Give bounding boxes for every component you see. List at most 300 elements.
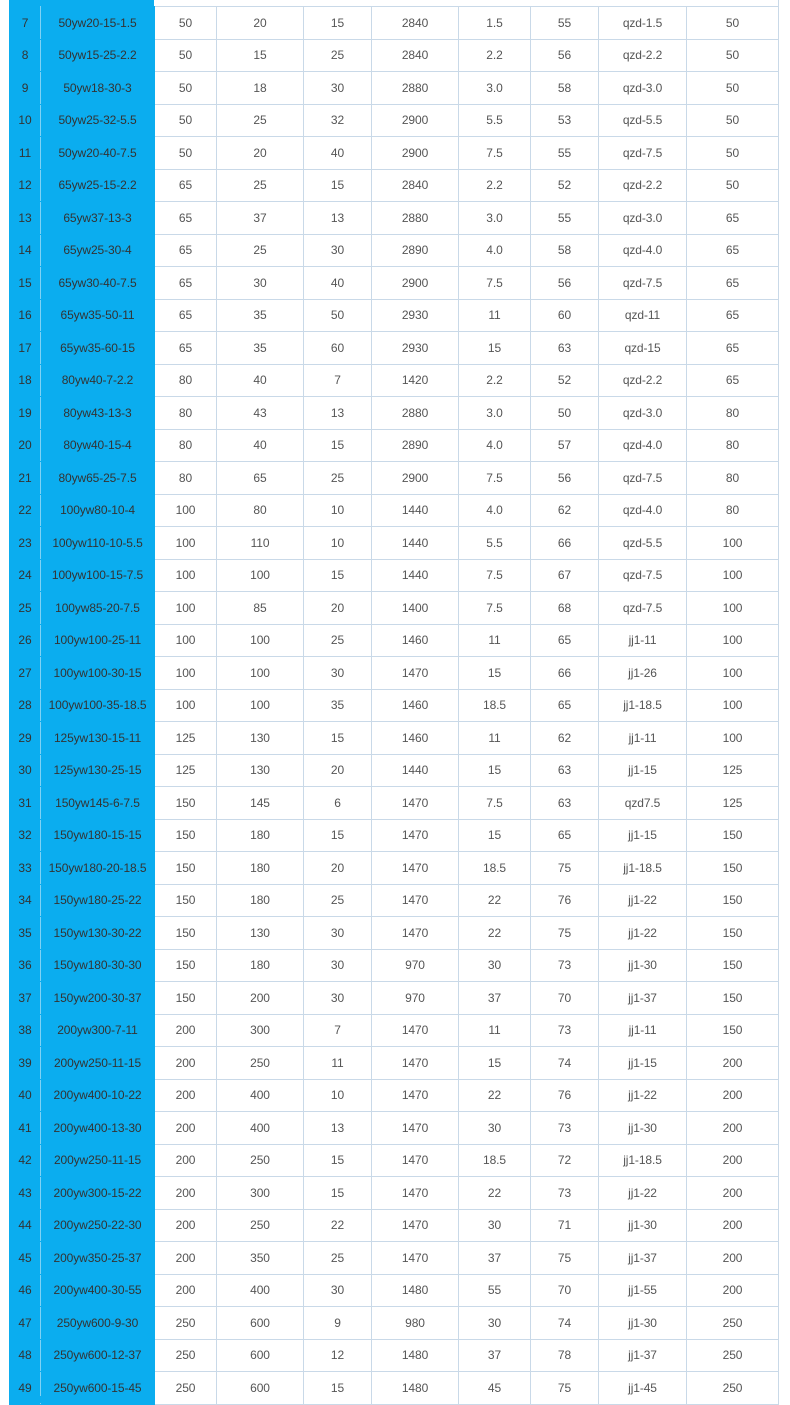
cell-head: 25 — [304, 1242, 372, 1275]
cell-index: 23 — [10, 527, 41, 560]
cell-power: 2.2 — [459, 169, 531, 202]
cell-model: 50yw25-32-5.5 — [41, 104, 155, 137]
cell-head: 13 — [304, 397, 372, 430]
cell-index: 32 — [10, 819, 41, 852]
cell-model: 250yw600-15-45 — [41, 1372, 155, 1405]
cell-head: 22 — [304, 1209, 372, 1242]
cell-power: 11 — [459, 1014, 531, 1047]
cell-flow: 65 — [217, 462, 304, 495]
cell-model: 65yw35-50-11 — [41, 299, 155, 332]
cell-starter: qzd-7.5 — [599, 267, 687, 300]
cell-outlet: 50 — [687, 137, 779, 170]
cell-speed: 2900 — [372, 462, 459, 495]
cell-power: 2.2 — [459, 39, 531, 72]
cell-efficiency: 65 — [531, 689, 599, 722]
cell-power: 3.0 — [459, 72, 531, 105]
cell-index: 38 — [10, 1014, 41, 1047]
cell-speed: 1470 — [372, 1112, 459, 1145]
cell-index: 36 — [10, 949, 41, 982]
cell-starter: qzd-3.0 — [599, 72, 687, 105]
cell-starter: qzd-2.2 — [599, 169, 687, 202]
cell-diameter: 200 — [155, 1177, 217, 1210]
cell-power: 30 — [459, 1112, 531, 1145]
cell-outlet: 250 — [687, 1339, 779, 1372]
cell-outlet: 65 — [687, 332, 779, 365]
cell-speed: 1480 — [372, 1274, 459, 1307]
cell-efficiency: 56 — [531, 39, 599, 72]
cell-model: 100yw100-35-18.5 — [41, 689, 155, 722]
cell-head: 15 — [304, 429, 372, 462]
cell-power: 4.0 — [459, 494, 531, 527]
cell-flow: 145 — [217, 787, 304, 820]
cell-index: 42 — [10, 1144, 41, 1177]
cell-efficiency: 56 — [531, 267, 599, 300]
cell-head: 20 — [304, 592, 372, 625]
cell-efficiency: 70 — [531, 1274, 599, 1307]
table-row — [10, 689, 779, 722]
cell-diameter: 150 — [155, 917, 217, 950]
cell-diameter: 100 — [155, 657, 217, 690]
cell-starter: qzd-3.0 — [599, 202, 687, 235]
cell-speed: 980 — [372, 1307, 459, 1340]
table-row — [10, 234, 779, 267]
cell-flow: 18 — [217, 72, 304, 105]
cell-starter: qzd-4.0 — [599, 494, 687, 527]
cell-starter: jj1-15 — [599, 754, 687, 787]
cell-starter: jj1-11 — [599, 624, 687, 657]
table-row — [10, 202, 779, 235]
cell-head: 9 — [304, 1307, 372, 1340]
table-row — [10, 884, 779, 917]
cell-flow: 400 — [217, 1079, 304, 1112]
cell-diameter: 250 — [155, 1307, 217, 1340]
cell-model: 200yw350-25-37 — [41, 1242, 155, 1275]
cell-outlet: 80 — [687, 397, 779, 430]
cell-efficiency: 60 — [531, 299, 599, 332]
cell-speed: 1480 — [372, 1372, 459, 1405]
cell-flow: 43 — [217, 397, 304, 430]
cell-flow: 350 — [217, 1242, 304, 1275]
cell-index: 35 — [10, 917, 41, 950]
cell-starter: qzd-15 — [599, 332, 687, 365]
cell-index: 13 — [10, 202, 41, 235]
cell-head: 6 — [304, 787, 372, 820]
cell-model: 50yw15-25-2.2 — [41, 39, 155, 72]
cell-power: 5.5 — [459, 104, 531, 137]
cell-power: 45 — [459, 1372, 531, 1405]
cell-starter: jj1-15 — [599, 1047, 687, 1080]
cell-speed: 1400 — [372, 592, 459, 625]
cell-index: 48 — [10, 1339, 41, 1372]
cell-outlet: 250 — [687, 1307, 779, 1340]
cell-power: 15 — [459, 819, 531, 852]
cell-index: 19 — [10, 397, 41, 430]
cell-outlet: 100 — [687, 559, 779, 592]
cell-index: 40 — [10, 1079, 41, 1112]
cell-model: 80yw40-7-2.2 — [41, 364, 155, 397]
cell-diameter: 250 — [155, 1372, 217, 1405]
cell-diameter: 200 — [155, 1079, 217, 1112]
cell-speed: 1440 — [372, 754, 459, 787]
cell-efficiency: 53 — [531, 104, 599, 137]
cell-starter: jj1-11 — [599, 722, 687, 755]
cell-diameter: 100 — [155, 689, 217, 722]
table-row — [10, 104, 779, 137]
cell-flow: 180 — [217, 819, 304, 852]
cell-efficiency: 75 — [531, 1372, 599, 1405]
cell-outlet: 200 — [687, 1079, 779, 1112]
cell-flow: 300 — [217, 1177, 304, 1210]
cell-diameter: 200 — [155, 1112, 217, 1145]
cell-flow: 250 — [217, 1047, 304, 1080]
cell-index: 11 — [10, 137, 41, 170]
cell-speed: 2900 — [372, 267, 459, 300]
cell-starter: jj1-37 — [599, 1339, 687, 1372]
cell-flow: 100 — [217, 624, 304, 657]
cell-model: 65yw25-15-2.2 — [41, 169, 155, 202]
cell-speed: 1480 — [372, 1339, 459, 1372]
cell-power: 15 — [459, 332, 531, 365]
cell-head: 25 — [304, 624, 372, 657]
table-row — [10, 754, 779, 787]
cell-outlet: 65 — [687, 364, 779, 397]
cell-speed: 1470 — [372, 819, 459, 852]
cell-head: 30 — [304, 917, 372, 950]
cell-model: 100yw100-25-11 — [41, 624, 155, 657]
cell-starter: jj1-11 — [599, 1014, 687, 1047]
cell-power: 18.5 — [459, 852, 531, 885]
cell-efficiency: 71 — [531, 1209, 599, 1242]
cell-starter: jj1-30 — [599, 1307, 687, 1340]
cell-power: 3.0 — [459, 397, 531, 430]
cell-speed: 1420 — [372, 364, 459, 397]
cell-outlet: 125 — [687, 787, 779, 820]
cell-speed: 1470 — [372, 917, 459, 950]
cell-starter: qzd-4.0 — [599, 234, 687, 267]
cell-starter: jj1-18.5 — [599, 852, 687, 885]
cell-head: 25 — [304, 39, 372, 72]
cell-diameter: 80 — [155, 462, 217, 495]
cell-outlet: 150 — [687, 852, 779, 885]
cell-head: 35 — [304, 689, 372, 722]
table-row — [10, 1079, 779, 1112]
cell-power: 7.5 — [459, 267, 531, 300]
cell-speed: 2880 — [372, 202, 459, 235]
cell-index: 9 — [10, 72, 41, 105]
cell-efficiency: 73 — [531, 1112, 599, 1145]
cell-diameter: 150 — [155, 982, 217, 1015]
cell-starter: jj1-15 — [599, 819, 687, 852]
cell-starter: jj1-37 — [599, 1242, 687, 1275]
cell-diameter: 65 — [155, 169, 217, 202]
cell-power: 4.0 — [459, 234, 531, 267]
cell-flow: 40 — [217, 429, 304, 462]
cell-starter: qzd-7.5 — [599, 137, 687, 170]
cell-index: 21 — [10, 462, 41, 495]
cell-model: 200yw300-15-22 — [41, 1177, 155, 1210]
table-row — [10, 72, 779, 105]
cell-head: 12 — [304, 1339, 372, 1372]
cell-flow: 100 — [217, 657, 304, 690]
cell-outlet: 250 — [687, 1372, 779, 1405]
cell-power: 7.5 — [459, 592, 531, 625]
cell-starter: qzd-1.5 — [599, 7, 687, 40]
cell-power: 30 — [459, 1209, 531, 1242]
cell-flow: 100 — [217, 689, 304, 722]
cell-outlet: 65 — [687, 202, 779, 235]
cell-index: 20 — [10, 429, 41, 462]
table-row — [10, 657, 779, 690]
cell-flow: 25 — [217, 104, 304, 137]
cell-power: 5.5 — [459, 527, 531, 560]
cell-efficiency: 50 — [531, 397, 599, 430]
cell-model: 200yw250-22-30 — [41, 1209, 155, 1242]
cell-efficiency: 58 — [531, 234, 599, 267]
cell-model: 100yw100-30-15 — [41, 657, 155, 690]
cell-diameter: 50 — [155, 104, 217, 137]
cell-model: 100yw85-20-7.5 — [41, 592, 155, 625]
table-row — [10, 169, 779, 202]
cell-flow: 20 — [217, 137, 304, 170]
cell-diameter: 50 — [155, 72, 217, 105]
cell-efficiency: 67 — [531, 559, 599, 592]
cell-power: 22 — [459, 1177, 531, 1210]
table-row — [10, 559, 779, 592]
cell-flow: 250 — [217, 1144, 304, 1177]
cell-outlet: 150 — [687, 949, 779, 982]
cell-power: 30 — [459, 949, 531, 982]
cell-outlet: 80 — [687, 462, 779, 495]
table-row — [10, 1014, 779, 1047]
cell-speed: 970 — [372, 982, 459, 1015]
cell-efficiency: 76 — [531, 884, 599, 917]
cell-outlet: 200 — [687, 1112, 779, 1145]
cell-flow: 85 — [217, 592, 304, 625]
cell-outlet: 100 — [687, 527, 779, 560]
cell-outlet: 150 — [687, 982, 779, 1015]
cell-efficiency: 62 — [531, 494, 599, 527]
table-row — [10, 917, 779, 950]
cell-power: 37 — [459, 1339, 531, 1372]
cell-speed: 2880 — [372, 397, 459, 430]
cell-diameter: 50 — [155, 7, 217, 40]
cell-model: 150yw180-30-30 — [41, 949, 155, 982]
cell-speed: 1470 — [372, 657, 459, 690]
cell-outlet: 125 — [687, 754, 779, 787]
cell-flow: 400 — [217, 1112, 304, 1145]
cell-index: 12 — [10, 169, 41, 202]
cell-head: 11 — [304, 1047, 372, 1080]
cell-model: 150yw145-6-7.5 — [41, 787, 155, 820]
cell-head: 50 — [304, 299, 372, 332]
cell-outlet: 65 — [687, 234, 779, 267]
cell-model: 125yw130-15-11 — [41, 722, 155, 755]
cell-speed: 2840 — [372, 39, 459, 72]
cell-head: 15 — [304, 1177, 372, 1210]
cell-power: 37 — [459, 982, 531, 1015]
cell-speed: 2890 — [372, 234, 459, 267]
cell-starter: qzd-7.5 — [599, 559, 687, 592]
cell-efficiency: 63 — [531, 787, 599, 820]
cell-head: 15 — [304, 559, 372, 592]
cell-flow: 100 — [217, 559, 304, 592]
cell-index: 39 — [10, 1047, 41, 1080]
cell-diameter: 100 — [155, 494, 217, 527]
cell-model: 200yw300-7-11 — [41, 1014, 155, 1047]
cell-head: 25 — [304, 884, 372, 917]
cell-outlet: 100 — [687, 657, 779, 690]
cell-flow: 600 — [217, 1307, 304, 1340]
cell-flow: 180 — [217, 884, 304, 917]
cell-head: 60 — [304, 332, 372, 365]
cell-efficiency: 76 — [531, 1079, 599, 1112]
cell-starter: jj1-55 — [599, 1274, 687, 1307]
cell-flow: 130 — [217, 722, 304, 755]
cell-outlet: 80 — [687, 494, 779, 527]
cell-diameter: 200 — [155, 1242, 217, 1275]
cell-efficiency: 73 — [531, 1014, 599, 1047]
cell-flow: 180 — [217, 949, 304, 982]
cell-diameter: 65 — [155, 234, 217, 267]
cell-head: 15 — [304, 169, 372, 202]
cell-power: 15 — [459, 1047, 531, 1080]
cell-power: 22 — [459, 917, 531, 950]
table-row — [10, 982, 779, 1015]
cell-speed: 1470 — [372, 1177, 459, 1210]
cell-model: 100yw110-10-5.5 — [41, 527, 155, 560]
cell-power: 15 — [459, 754, 531, 787]
cell-power: 22 — [459, 884, 531, 917]
cell-efficiency: 52 — [531, 364, 599, 397]
cell-starter: qzd-4.0 — [599, 429, 687, 462]
cell-model: 80yw43-13-3 — [41, 397, 155, 430]
cell-model: 65yw35-60-15 — [41, 332, 155, 365]
cell-flow: 40 — [217, 364, 304, 397]
cell-flow: 80 — [217, 494, 304, 527]
cell-speed: 1440 — [372, 559, 459, 592]
cell-power: 30 — [459, 1307, 531, 1340]
highlight-column-edge-bottom — [9, 1396, 154, 1403]
cell-speed: 1470 — [372, 1014, 459, 1047]
cell-efficiency: 73 — [531, 949, 599, 982]
cell-power: 55 — [459, 1274, 531, 1307]
cell-model: 250yw600-9-30 — [41, 1307, 155, 1340]
cell-head: 30 — [304, 72, 372, 105]
cell-head: 30 — [304, 949, 372, 982]
cell-head: 40 — [304, 267, 372, 300]
cell-starter: qzd-11 — [599, 299, 687, 332]
cell-index: 7 — [10, 7, 41, 40]
cell-diameter: 65 — [155, 299, 217, 332]
cell-outlet: 200 — [687, 1144, 779, 1177]
cell-index: 31 — [10, 787, 41, 820]
cell-efficiency: 78 — [531, 1339, 599, 1372]
cell-diameter: 250 — [155, 1339, 217, 1372]
cell-speed: 2880 — [372, 72, 459, 105]
cell-head: 13 — [304, 202, 372, 235]
cell-model: 200yw400-30-55 — [41, 1274, 155, 1307]
table-row — [10, 592, 779, 625]
cell-efficiency: 55 — [531, 137, 599, 170]
cell-efficiency: 62 — [531, 722, 599, 755]
cell-index: 43 — [10, 1177, 41, 1210]
cell-speed: 2890 — [372, 429, 459, 462]
cell-diameter: 200 — [155, 1144, 217, 1177]
cell-power: 1.5 — [459, 7, 531, 40]
cell-diameter: 100 — [155, 624, 217, 657]
cell-starter: jj1-37 — [599, 982, 687, 1015]
cell-flow: 200 — [217, 982, 304, 1015]
cell-head: 15 — [304, 7, 372, 40]
cell-model: 200yw250-11-15 — [41, 1144, 155, 1177]
cell-speed: 1460 — [372, 689, 459, 722]
cell-diameter: 125 — [155, 754, 217, 787]
cell-index: 16 — [10, 299, 41, 332]
table-row — [10, 1112, 779, 1145]
cell-model: 200yw400-10-22 — [41, 1079, 155, 1112]
cell-speed: 1470 — [372, 787, 459, 820]
cell-diameter: 65 — [155, 332, 217, 365]
cell-index: 14 — [10, 234, 41, 267]
cell-diameter: 150 — [155, 787, 217, 820]
cell-speed: 1460 — [372, 624, 459, 657]
cell-efficiency: 70 — [531, 982, 599, 1015]
cell-index: 49 — [10, 1372, 41, 1405]
cell-outlet: 50 — [687, 169, 779, 202]
cell-diameter: 200 — [155, 1209, 217, 1242]
cell-starter: jj1-22 — [599, 1177, 687, 1210]
cell-starter: qzd-5.5 — [599, 527, 687, 560]
cell-diameter: 65 — [155, 267, 217, 300]
cell-head: 13 — [304, 1112, 372, 1145]
cell-starter: jj1-45 — [599, 1372, 687, 1405]
table-row — [10, 1047, 779, 1080]
pump-spec-table — [9, 6, 779, 1405]
cell-power: 3.0 — [459, 202, 531, 235]
cell-power: 7.5 — [459, 462, 531, 495]
cell-outlet: 100 — [687, 689, 779, 722]
cell-outlet: 200 — [687, 1177, 779, 1210]
cell-outlet: 200 — [687, 1209, 779, 1242]
cell-model: 50yw20-15-1.5 — [41, 7, 155, 40]
cell-speed: 1470 — [372, 1242, 459, 1275]
cell-speed: 2840 — [372, 7, 459, 40]
table-row — [10, 1177, 779, 1210]
cell-power: 4.0 — [459, 429, 531, 462]
cell-head: 7 — [304, 1014, 372, 1047]
table-row — [10, 722, 779, 755]
cell-head: 32 — [304, 104, 372, 137]
cell-index: 47 — [10, 1307, 41, 1340]
cell-model: 125yw130-25-15 — [41, 754, 155, 787]
cell-outlet: 65 — [687, 267, 779, 300]
table-row — [10, 1144, 779, 1177]
cell-power: 18.5 — [459, 1144, 531, 1177]
cell-flow: 15 — [217, 39, 304, 72]
cell-flow: 180 — [217, 852, 304, 885]
cell-outlet: 100 — [687, 722, 779, 755]
cell-model: 65yw25-30-4 — [41, 234, 155, 267]
table-row — [10, 1339, 779, 1372]
table-row — [10, 852, 779, 885]
cell-model: 65yw30-40-7.5 — [41, 267, 155, 300]
cell-speed: 970 — [372, 949, 459, 982]
cell-model: 150yw180-20-18.5 — [41, 852, 155, 885]
cell-diameter: 65 — [155, 202, 217, 235]
cell-speed: 1470 — [372, 1079, 459, 1112]
cell-model: 250yw600-12-37 — [41, 1339, 155, 1372]
cell-starter: jj1-30 — [599, 1112, 687, 1145]
